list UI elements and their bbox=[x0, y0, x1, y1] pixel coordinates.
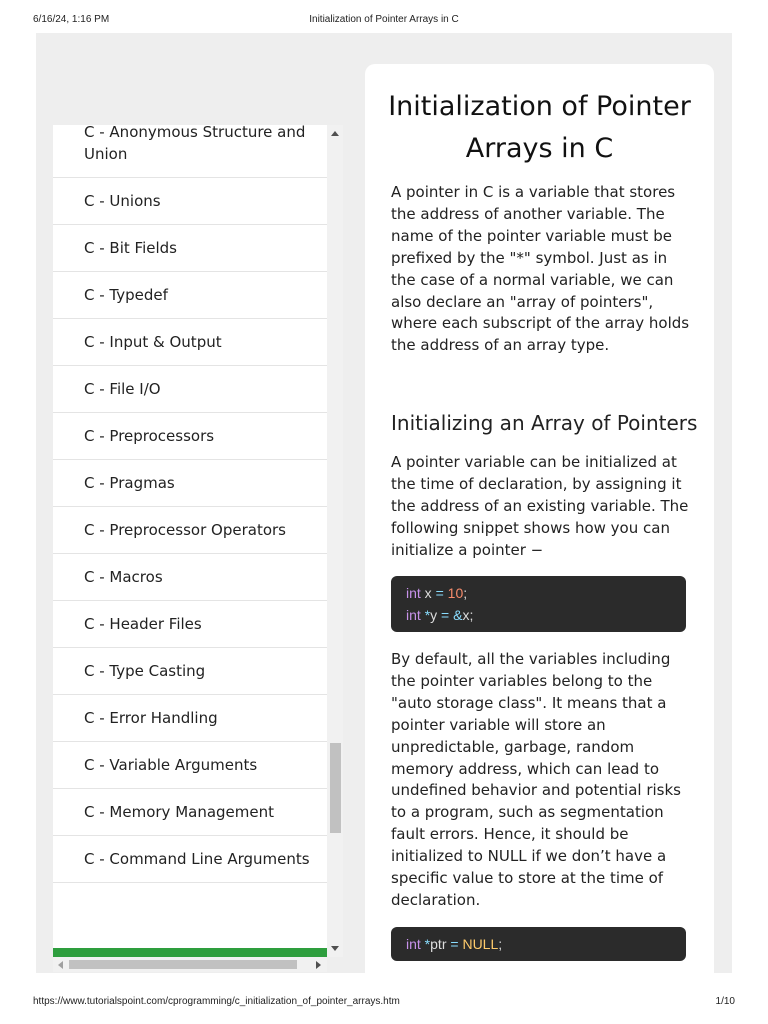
sidebar-item-variable-arguments[interactable]: C - Variable Arguments bbox=[53, 742, 327, 789]
sidebar-item-bit-fields[interactable]: C - Bit Fields bbox=[53, 225, 327, 272]
sidebar-item-memory-management[interactable]: C - Memory Management bbox=[53, 789, 327, 836]
print-page-number: 1/10 bbox=[715, 996, 735, 1007]
intro-paragraph: A pointer in C is a variable that stores the address of another variable. The name of the pointer variable must be prefixed by the "*" symbol. Just as in the case of a normal variable, we can also declare an "array of pointers", where each subscript of the array holds the address of an array type. bbox=[391, 183, 690, 355]
print-doc-title: Initialization of Pointer Arrays in C bbox=[309, 14, 459, 25]
scroll-right-arrow-icon[interactable] bbox=[316, 961, 321, 969]
sidebar-nav[interactable] bbox=[53, 125, 327, 957]
sidebar-item-unions[interactable]: C - Unions bbox=[53, 178, 327, 225]
section-heading: Initializing an Array of Pointers bbox=[391, 411, 698, 435]
scrollbar-thumb-horizontal[interactable] bbox=[69, 960, 297, 969]
sidebar-item-pragmas[interactable]: C - Pragmas bbox=[53, 460, 327, 507]
sidebar-vertical-scrollbar[interactable] bbox=[327, 125, 343, 957]
code-line: int x = 10; bbox=[406, 585, 468, 601]
scroll-down-arrow-icon[interactable] bbox=[331, 946, 339, 951]
scrollbar-thumb[interactable] bbox=[330, 743, 341, 833]
default-storage-paragraph: By default, all the variables including the pointer variables belong to the "auto storage class". It means that a pointer variable will store an unpredictable, garbage, random memory address, which can lead to undefined behavior and potential risks to a program, such as segmentation fault errors. Hence, it should be initialized to NULL if we don’t have a specific value to store at the time of declaration. bbox=[391, 650, 681, 909]
scroll-left-arrow-icon[interactable] bbox=[58, 961, 63, 969]
sidebar-item-input-output[interactable]: C - Input & Output bbox=[53, 319, 327, 366]
sidebar-item-preprocessor-operators[interactable]: C - Preprocessor Operators bbox=[53, 507, 327, 554]
article-card bbox=[365, 64, 714, 984]
sidebar-active-item-bar[interactable] bbox=[53, 948, 327, 957]
scroll-up-arrow-icon[interactable] bbox=[331, 131, 339, 136]
sidebar-item-command-line-arguments[interactable]: C - Command Line Arguments bbox=[53, 836, 327, 883]
print-datetime: 6/16/24, 1:16 PM bbox=[33, 14, 110, 25]
sidebar-item-preprocessors[interactable]: C - Preprocessors bbox=[53, 413, 327, 460]
sidebar-item-typedef[interactable]: C - Typedef bbox=[53, 272, 327, 319]
sidebar-item-error-handling[interactable]: C - Error Handling bbox=[53, 695, 327, 742]
code-block-null-init[interactable] bbox=[391, 927, 686, 961]
sidebar-item-anonymous-structure-union[interactable]: C - Anonymous Structure and Union bbox=[53, 125, 327, 178]
sidebar-item-type-casting[interactable]: C - Type Casting bbox=[53, 648, 327, 695]
page-title: Initialization of Pointer Arrays in C bbox=[388, 91, 691, 164]
sidebar-list bbox=[53, 125, 327, 883]
code-block-pointer-init[interactable] bbox=[391, 576, 686, 632]
code-line: int *y = &x; bbox=[406, 607, 474, 623]
print-url: https://www.tutorialspoint.com/cprogramming/c_initialization_of_pointer_arrays.htm bbox=[33, 996, 400, 1007]
sidebar-horizontal-scrollbar[interactable] bbox=[53, 957, 327, 972]
sidebar-item-header-files[interactable]: C - Header Files bbox=[53, 601, 327, 648]
sidebar-item-macros[interactable]: C - Macros bbox=[53, 554, 327, 601]
section-paragraph: A pointer variable can be initialized at the time of declaration, by assigning it the address of an existing variable. The following snippet shows how you can initialize a pointer − bbox=[391, 453, 689, 559]
sidebar-item-file-io[interactable]: C - File I/O bbox=[53, 366, 327, 413]
code-line: int *ptr = NULL; bbox=[406, 936, 503, 952]
